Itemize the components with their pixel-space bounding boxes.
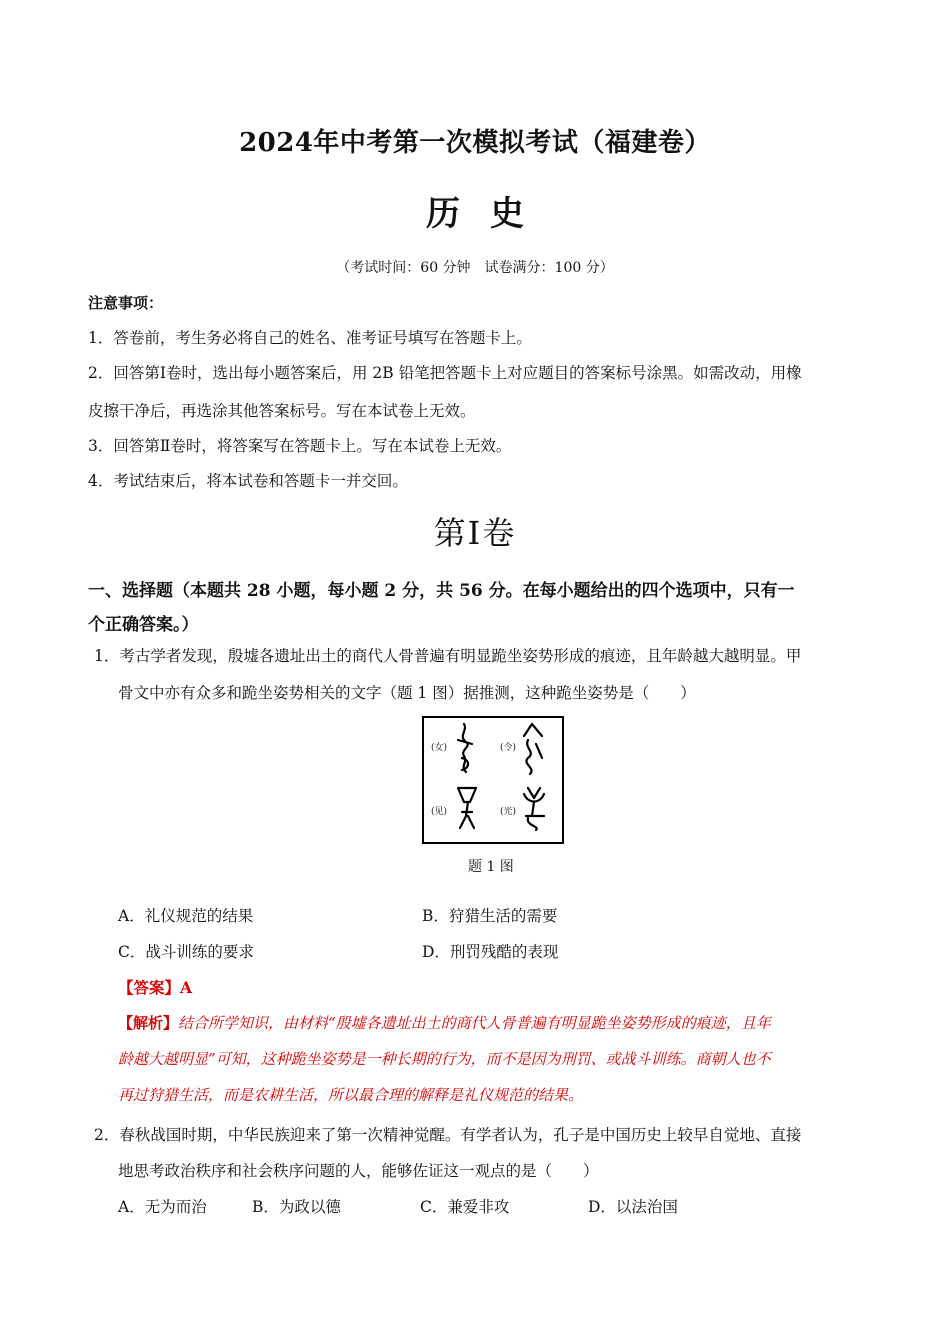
glyph-ling [524,724,542,774]
glyph-jian [458,788,476,828]
analysis-text: 结合所学知识，由材料“殷墟各遗址出土的商代人骨普遍有明显跪坐姿势形成的痕迹，且年 [178,1014,771,1032]
q1-option-d: D．刑罚残酷的表现 [422,943,559,961]
q1-stem: 骨文中亦有众多和跪坐姿势相关的文字（题 1 图）据推测，这种跪坐姿势是（ ） [118,684,696,702]
glyph-guang [524,788,544,830]
analysis-line [118,1005,878,1041]
notice-item: 皮擦干净后，再选涂其他答案标号。写在本试卷上无效。 [88,402,476,420]
q2-option-c: C．兼爱非攻 [420,1198,510,1216]
q1-answer [118,977,192,999]
subject-title: 历史 [426,194,554,234]
q1-option-a: A．礼仪规范的结果 [118,907,254,925]
analysis-line: 再过狩猎生活，而是农耕生活，所以最合理的解释是礼仪规范的结果。 [118,1086,584,1104]
q1-option-b: B．狩猎生活的需要 [422,907,558,925]
glyph-nv [458,724,472,772]
section-heading-line: 一、选择题（本题共 28 小题，每小题 2 分，共 56 分。在每小题给出的四个选项中，只有一 [88,581,795,601]
q1-stem: 1．考古学者发现，殷墟各遗址出土的商代人骨普遍有明显跪坐姿势形成的痕迹，且年龄越大越明显。甲 [94,647,802,665]
answer-value: A [180,978,193,997]
notice-item: 4．考试结束后，将本试卷和答题卡一并交回。 [88,472,408,490]
notice-item: 3．回答第Ⅱ卷时，将答案写在答题卡上。写在本试卷上无效。 [88,437,512,455]
notice-item: 1．答卷前，考生务必将自己的姓名、准考证号填写在答题卡上。 [88,329,532,347]
q2-option-b: B．为政以德 [252,1198,341,1216]
q2-option-a: A．无为而治 [118,1198,207,1216]
section-heading-line: 个正确答案。） [88,615,199,635]
analysis-line: 龄越大越明显”可知，这种跪坐姿势是一种长期的行为，而不是因为刑罚、或战斗训练。商朝人也不 [118,1050,771,1068]
glyph-label: (女) [431,743,448,753]
notice-heading: 注意事项： [88,294,164,312]
q2-stem: 2．春秋战国时期，中华民族迎来了第一次精神觉醒。有学者认为，孔子是中国历史上较早自觉地、直接 [94,1126,802,1144]
glyph-label: (见) [431,807,448,817]
exam-title: 2024年中考第一次模拟考试（福建卷） [239,128,711,158]
oracle-bone-figure [422,716,564,844]
section-heading [88,574,878,642]
glyph-label: (令) [500,743,517,753]
q2-option-d: D．以法治国 [588,1198,678,1216]
figure-caption: 题 1 图 [468,859,514,875]
notice-item: 2．回答第Ⅰ卷时，选出每小题答案后，用 2B 铅笔把答题卡上对应题目的答案标号涂黑。如需改动，用橡 [88,364,802,382]
q1-analysis [118,1005,878,1113]
q2-stem: 地思考政治秩序和社会秩序问题的人，能够佐证这一观点的是（ ） [118,1162,599,1180]
exam-meta: （考试时间：60 分钟 试卷满分：100 分） [336,260,614,276]
q1-option-c: C．战斗训练的要求 [118,943,254,961]
glyph-label: (光) [500,807,517,817]
answer-label: 【答案】 [118,978,181,997]
analysis-label: 【解析】 [118,1014,179,1032]
volume-title: 第Ⅰ卷 [433,514,517,552]
oracle-glyphs [424,718,562,842]
